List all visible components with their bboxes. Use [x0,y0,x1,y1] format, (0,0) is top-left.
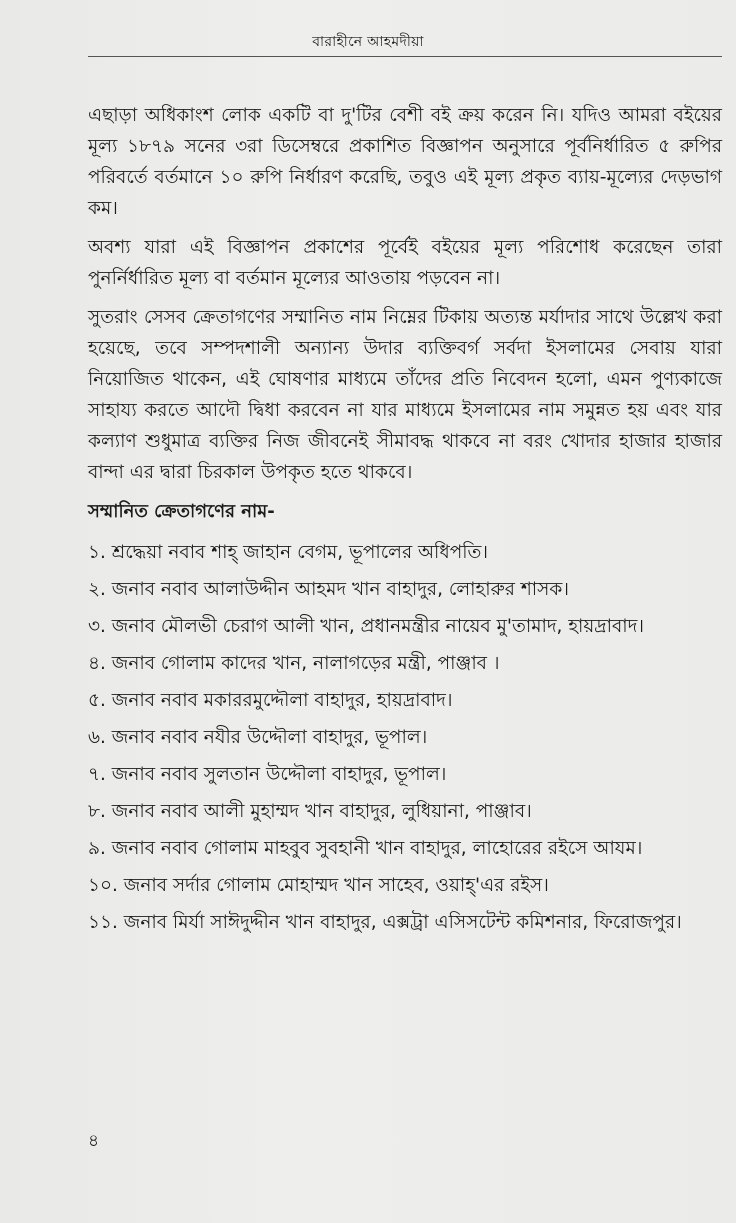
body-paragraph-1: এছাড়া অধিকাংশ লোক একটি বা দু'টির বেশী বই ক্রয় করেন নি। যদিও আমরা বইয়ের মূল্য ১৮৭৯ সনের ৩রা ডিসেম্বরে প্রকাশিত বিজ্ঞাপন অনুসারে পূর্বনির্ধারিত ৫ রুপির পরিবর্তে বর্তমানে ১০ রুপি নির্ধারণ করেছি, তবুও এই মূল্য প্রকৃত ব্যায়-মূল্যের দেড়ভাগ কম। [88,105,722,219]
running-head-title: বারাহীনে আহমদীয়া [312,34,424,50]
list-item: ১০. জনাব সর্দার গোলাম মোহাম্মদ খান সাহেব, ওয়াহ্'এর রইস। [88,875,549,896]
list-item: ৮. জনাব নবাব আলী মুহাম্মদ খান বাহাদুর, লুধিয়ানা, পাঞ্জাব। [88,801,532,822]
body-paragraph-2: অবশ্য যারা এই বিজ্ঞাপন প্রকাশের পূর্বেই বইয়ের মূল্য পরিশোধ করেছেন তারা পুনর্নির্ধারিত মূল্য বা বর্তমান মূল্যের আওতায় পড়বেন না। [88,237,722,289]
list-item: ৩. জনাব মৌলভী চেরাগ আলী খান, প্রধানমন্ত্রীর নায়েব মু'তামাদ, হায়দ্রাবাদ। [88,616,644,637]
page-number: ৪ [88,1131,100,1151]
list-item: ১. শ্রদ্ধেয়া নবাব শাহ্ জাহান বেগম, ভূপালের অধিপতি। [88,542,489,563]
list-item: ৪. জনাব গোলাম কাদের খান, নালাগড়ের মন্ত্রী, পাঞ্জাব । [88,653,500,674]
body-paragraph-3: সুতরাং সেসব ক্রেতাগণের সম্মানিত নাম নিম্নের টিকায় অত্যন্ত মর্যাদার সাথে উল্লেখ করা হয়েছে, তবে সম্পদশালী অন্যান্য উদার ব্যক্তিবর্গ সর্বদা ইসলামের সেবায় যারা নিয়োজিত থাকেন, এই ঘোষণার মাধ্যমে তাঁদের প্রতি নিবেদন হলো, এমন পুণ্যকাজে সাহায্য করতে আদৌ দ্বিধা করবেন না যার মাধ্যমে ইসলামের নাম সমুন্নত হয় এবং যার কল্যাণ শুধুমাত্র ব্যক্তির নিজ জীবনেই সীমাবদ্ধ থাকবে না বরং খোদার হাজার হাজার বান্দা এর দ্বারা চিরকাল উপকৃত হতে থাকবে। [88,307,722,483]
header-rule [88,56,722,57]
buyers-list-heading: সম্মানিত ক্রেতাগণের নাম- [88,501,275,522]
page-body [88,100,722,944]
list-item: ৫. জনাব নবাব মকাররমুদ্দৌলা বাহাদুর, হায়দ্রাবাদ। [88,690,453,711]
list-item: ৭. জনাব নবাব সুলতান উদ্দৌলা বাহাদুর, ভূপাল। [88,764,447,785]
list-item: ১১. জনাব মির্যা সাঈদুদ্দীন খান বাহাদুর, এক্সট্রা এসিসটেন্ট কমিশনার, ফিরোজপুর। [88,912,682,933]
list-item: ৬. জনাব নবাব নযীর উদ্দৌলা বাহাদুর, ভূপাল। [88,727,428,748]
list-item: ২. জনাব নবাব আলাউদ্দীন আহমদ খান বাহাদুর, লোহারুর শাসক। [88,579,569,600]
list-item: ৯. জনাব নবাব গোলাম মাহবুব সুবহানী খান বাহাদুর, লাহোরের রইসে আযম। [88,838,643,859]
buyers-list [88,537,722,938]
